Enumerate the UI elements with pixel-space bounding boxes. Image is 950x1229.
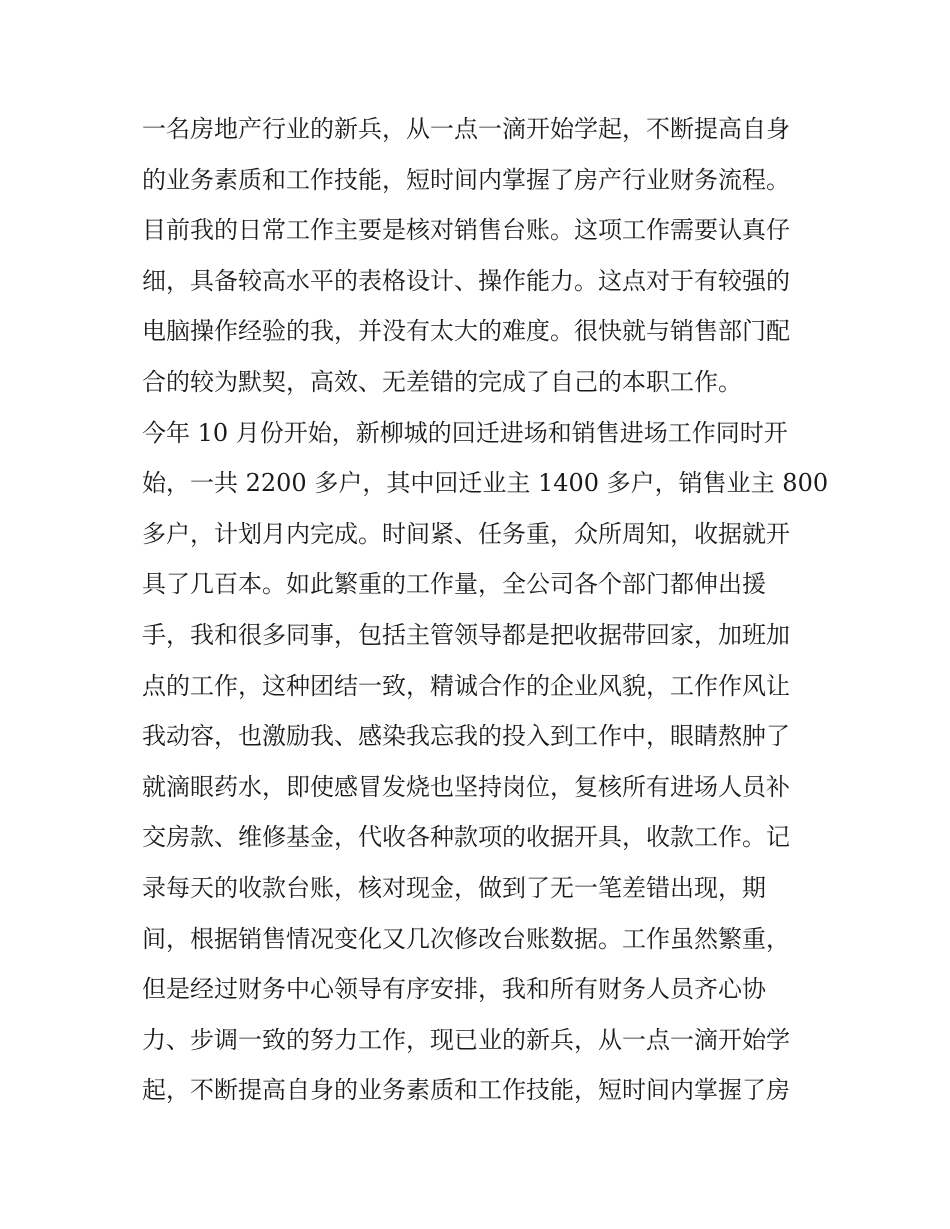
text-line: 交房款、维修基金，代收各种款项的收据开具，收款工作。记: [142, 823, 790, 852]
text-line: 今年 10 月份开始，新柳城的回迁进场和销售进场工作同时开: [142, 418, 788, 447]
text-line: 就滴眼药水，即使感冒发烧也坚持岗位，复核所有进场人员补: [142, 772, 790, 801]
text-line: 多户，计划月内完成。时间紧、任务重，众所周知，收据就开: [142, 519, 790, 548]
text-line: 的业务素质和工作技能，短时间内掌握了房产行业财务流程。: [142, 165, 790, 194]
body-text: [142, 104, 829, 1116]
text-line: 合的较为默契，高效、无差错的完成了自己的本职工作。: [142, 367, 742, 396]
text-line: 手，我和很多同事，包括主管领导都是把收据带回家，加班加: [142, 620, 790, 649]
text-line: 具了几百本。如此繁重的工作量，全公司各个部门都伸出援: [142, 570, 766, 599]
text-line: 目前我的日常工作主要是核对销售台账。这项工作需要认真仔: [142, 216, 790, 245]
text-line: 始，一共 2200 多户，其中回迁业主 1400 多户，销售业主 800: [142, 469, 829, 498]
text-line: 录每天的收款台账，核对现金，做到了无一笔差错出现，期: [142, 873, 766, 902]
text-line: 我动容，也激励我、感染我忘我的投入到工作中，眼睛熬肿了: [142, 722, 790, 751]
text-line: 但是经过财务中心领导有序安排，我和所有财务人员齐心协: [142, 975, 766, 1004]
text-line: 细，具备较高水平的表格设计、操作能力。这点对于有较强的: [142, 266, 790, 295]
text-line: 起，不断提高自身的业务素质和工作技能，短时间内掌握了房: [142, 1076, 790, 1105]
text-line: 点的工作，这种团结一致，精诚合作的企业风貌，工作作风让: [142, 671, 790, 700]
text-line: 力、步调一致的努力工作，现已业的新兵，从一点一滴开始学: [142, 1025, 790, 1054]
text-line: 一名房地产行业的新兵，从一点一滴开始学起，不断提高自身: [142, 115, 790, 143]
text-line: 电脑操作经验的我，并没有太大的难度。很快就与销售部门配: [142, 317, 790, 346]
text-line: 间，根据销售情况变化又几次修改台账数据。工作虽然繁重，: [142, 924, 790, 953]
